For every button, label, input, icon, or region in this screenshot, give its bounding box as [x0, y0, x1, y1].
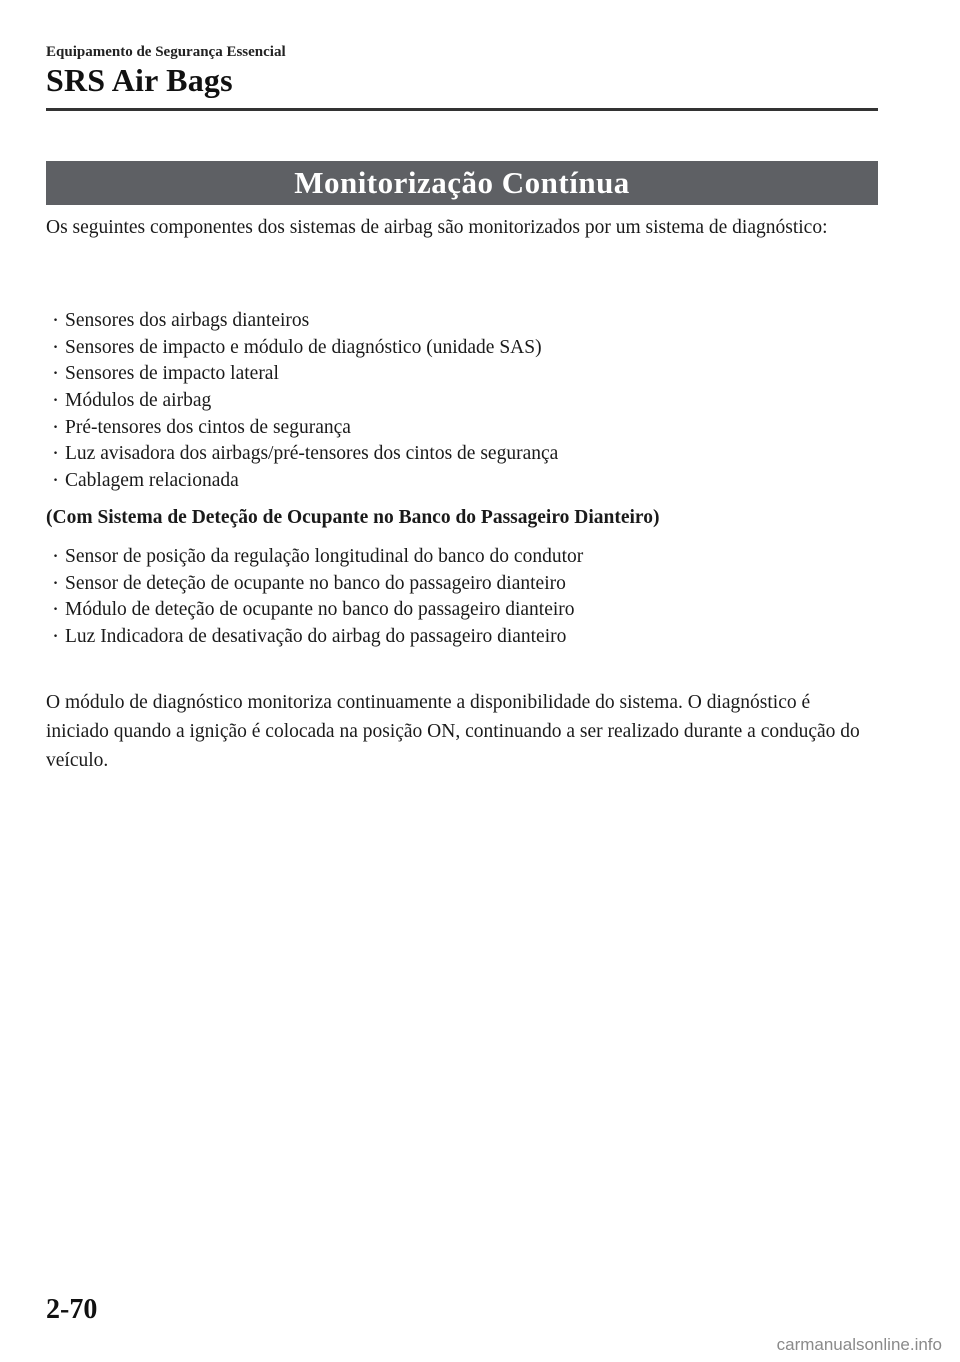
list-item-text: Sensores de impacto e módulo de diagnóstico (unidade SAS) [65, 336, 542, 358]
list-item [46, 335, 866, 362]
list-item-text: Luz Indicadora de desativação do airbag do passageiro dianteiro [65, 626, 567, 648]
occupant-section-heading: (Com Sistema de Deteção de Ocupante no Banco do Passageiro Dianteiro) [46, 507, 660, 528]
list-item-text: Luz avisadora dos airbags/pré-tensores dos cintos de segurança [65, 443, 559, 465]
list-item [46, 571, 866, 598]
bullet-icon: · [52, 574, 59, 592]
list-item-text: Módulos de airbag [65, 390, 212, 412]
list-item-text: Sensor de deteção de ocupante no banco do passageiro dianteiro [65, 572, 566, 594]
list-item-text: Sensor de posição da regulação longitudinal do banco do condutor [65, 546, 584, 567]
list-item [46, 544, 866, 571]
intro-paragraph: Os seguintes componentes dos sistemas de airbag são monitorizados por um sistema de diagnóstico: [46, 217, 828, 238]
list-item-text: Cablagem relacionada [65, 470, 239, 492]
list-item [46, 388, 866, 415]
closing-paragraph: O módulo de diagnóstico monitoriza continuamente a disponibilidade do sistema. O diagnóstico é iniciado quando a ignição é colocada na posição ON, continuando a ser realizado durante a condução do veículo. [46, 692, 860, 771]
list-item [46, 308, 866, 335]
topic-banner [46, 161, 878, 205]
bullet-icon: · [52, 472, 59, 490]
list-item-text: Módulo de deteção de ocupante no banco do passageiro dianteiro [65, 599, 575, 621]
bullet-icon: · [52, 392, 59, 410]
list-item-text: Sensores de impacto lateral [65, 363, 279, 385]
bullet-icon: · [52, 365, 59, 383]
header-divider [46, 108, 878, 111]
components-list [46, 308, 866, 495]
list-item [46, 441, 866, 468]
bullet-icon: · [52, 418, 59, 436]
list-item [46, 597, 866, 624]
bullet-icon: · [52, 548, 59, 565]
bullet-icon: · [52, 338, 59, 356]
bullet-icon: · [52, 445, 59, 463]
page-number: 2-70 [46, 1294, 98, 1325]
chapter-heading: Equipamento de Segurança Essencial [46, 44, 286, 60]
list-item [46, 468, 866, 495]
occupant-components-list [46, 544, 866, 651]
list-item [46, 415, 866, 442]
section-title: SRS Air Bags [46, 62, 233, 98]
list-item [46, 361, 866, 388]
list-item-text: Sensores dos airbags dianteiros [65, 310, 310, 331]
bullet-icon: · [52, 601, 59, 619]
list-item-text: Pré-tensores dos cintos de segurança [65, 416, 351, 438]
list-item [46, 624, 866, 651]
bullet-icon: · [52, 312, 59, 329]
topic-title: Monitorização Contínua [294, 165, 630, 200]
bullet-icon: · [52, 628, 59, 646]
watermark: carmanualsonline.info [776, 1335, 942, 1354]
